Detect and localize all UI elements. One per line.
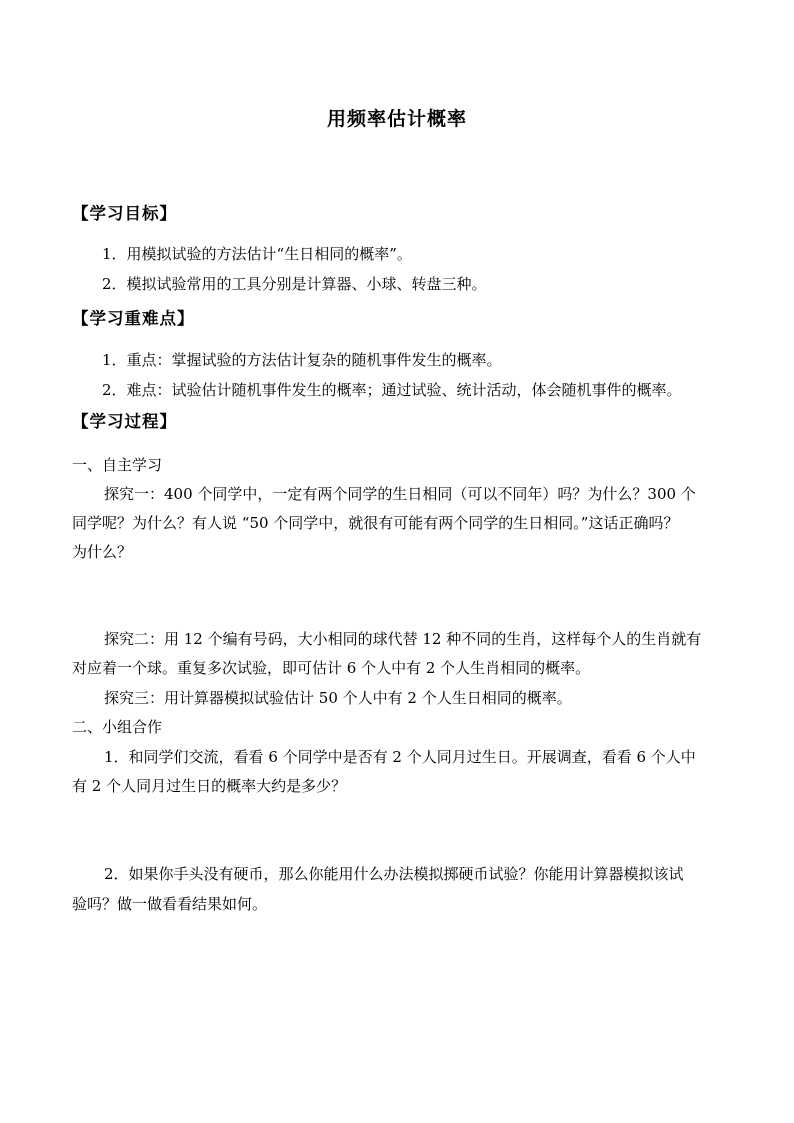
explore-2-line-1: 探究二：用 12 个编有号码，大小相同的球代替 12 种不同的生肖，这样每个人的生肖就有 xyxy=(104,630,702,648)
goal-item-2: 2．模拟试验常用的工具分别是计算器、小球、转盘三种。 xyxy=(102,275,487,293)
group-item-1-line-1: 1．和同学们交流，看看 6 个同学中是否有 2 个人同月过生日。开展调查，看看 6 个人中 xyxy=(104,748,696,766)
group-item-2-line-1: 2．如果你手头没有硬币，那么你能用什么办法模拟掷硬币试验？你能用计算器模拟该试 xyxy=(104,865,684,883)
section-2-title: 二、小组合作 xyxy=(72,718,163,736)
explore-3-line: 探究三：用计算器模拟试验估计 50 个人中有 2 个人生日相同的概率。 xyxy=(104,689,572,707)
group-item-2-line-2: 验吗？做一做看看结果如何。 xyxy=(72,895,268,913)
key-points-heading: 【学习重难点】 xyxy=(72,309,195,328)
goals-heading: 【学习目标】 xyxy=(72,204,177,223)
page-title: 用频率估计概率 xyxy=(326,108,467,130)
key-point-item-2: 2．难点：试验估计随机事件发生的概率；通过试验、统计活动，体会随机事件的概率。 xyxy=(102,381,682,399)
process-heading: 【学习过程】 xyxy=(72,412,177,431)
group-item-1-line-2: 有 2 个人同月过生日的概率大约是多少？ xyxy=(72,777,347,795)
explore-1-line-2: 同学呢？为什么？有人说 “50 个同学中，就很有可能有两个同学的生日相同。”这话正确吗？ xyxy=(72,514,679,532)
goal-item-1: 1．用模拟试验的方法估计“生日相同的概率”。 xyxy=(102,245,412,263)
key-point-item-1: 1．重点：掌握试验的方法估计复杂的随机事件发生的概率。 xyxy=(102,351,502,369)
section-1-title: 一、自主学习 xyxy=(72,456,163,474)
explore-1-line-1: 探究一：400 个同学中，一定有两个同学的生日相同（可以不同年）吗？为什么？300 个 xyxy=(104,485,696,503)
explore-2-line-2: 对应着一个球。重复多次试验，即可估计 6 个人中有 2 个人生肖相同的概率。 xyxy=(72,659,591,677)
explore-1-line-3: 为什么？ xyxy=(72,543,133,561)
